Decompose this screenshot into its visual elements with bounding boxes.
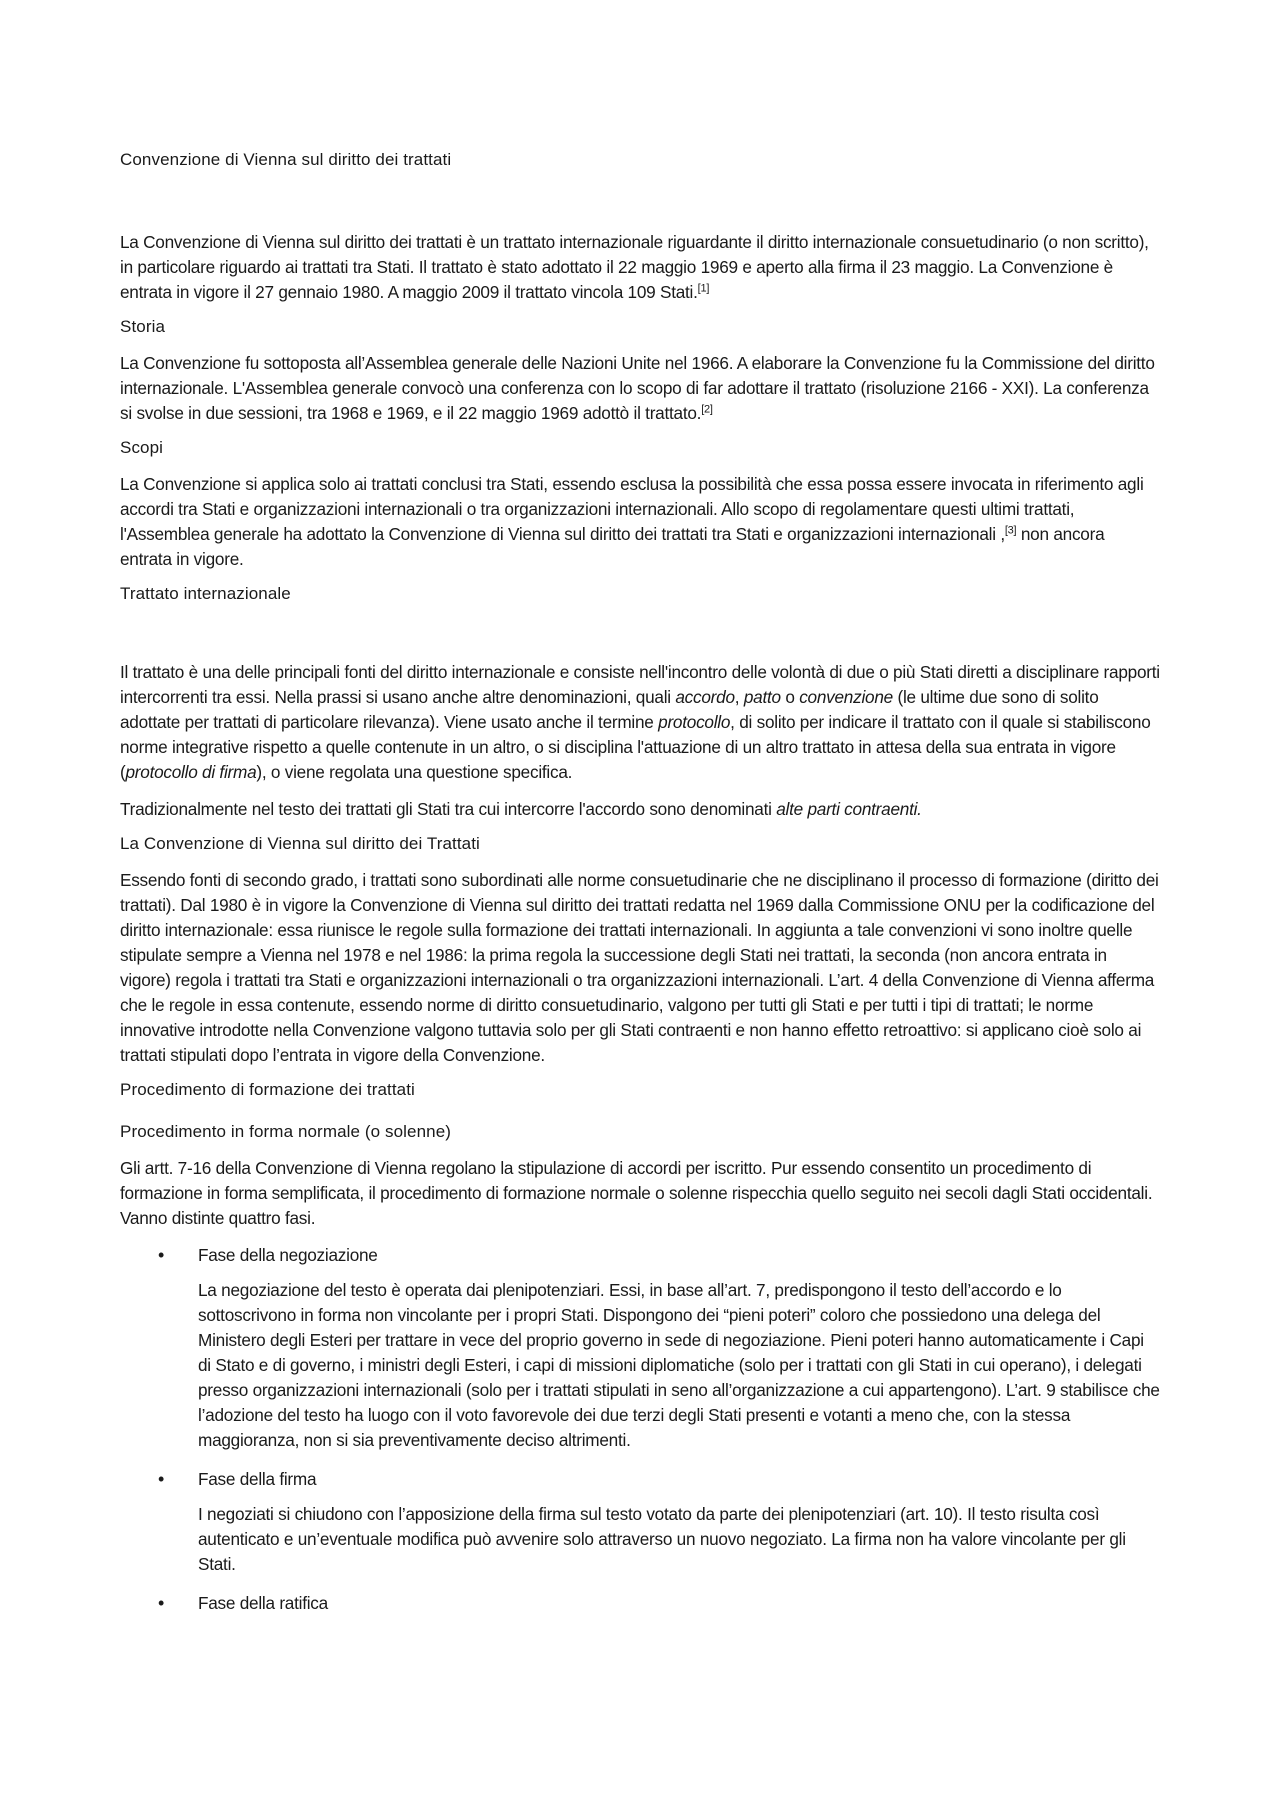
footnote-ref-3[interactable]: [3] <box>1004 524 1017 537</box>
procedimento-paragraph: Gli artt. 7-16 della Convenzione di Vienna regolano la stipulazione di accordi per iscritto. Pur essendo consentito un procedimento di formazione in forma semplificata, il procedimento di formazione normale o solenne rispecchia quello seguito nei secoli dagli Stati occidentali. Vanno distinte quattro fasi. <box>120 1158 1153 1228</box>
bullet-icon: • <box>158 1245 165 1265</box>
storia-paragraph <box>120 351 1160 426</box>
phase-text: La negoziazione del testo è operata dai plenipotenziari. Essi, in base all’art. 7, predispongono il testo dell’accordo e lo sottoscrivono in forma non vincolante per i propri Stati. Dispongono dei “pieni poteri” coloro che possiedono una delega del Ministero degli Esteri per trattare in vece del proprio governo in sede di negoziazione. Pieni poteri hanno automaticamente i Capi di Stato e di governo, i ministri degli Esteri, i capi di missioni diplomatiche (solo per i trattati con gli Stati in cui operano), i delegati presso organizzazioni internazionali (solo per i trattati stipulati in seno all’organizzazione a cui appartengono). L’art. 9 stabilisce che l’adozione del testo ha luogo con il voto favorevole dei due terzi degli Stati presenti e votanti a meno che, con la stessa maggioranza, non si sia preventivamente deciso altrimenti. <box>198 1280 1160 1450</box>
bullet-icon: • <box>158 1593 165 1613</box>
trattato-text-b: , <box>734 687 744 707</box>
section-heading-scopi: Scopi <box>120 438 164 457</box>
phase-label: Fase della negoziazione <box>198 1245 378 1265</box>
footnote-ref-1[interactable]: [1] <box>697 282 710 295</box>
intro-text: La Convenzione di Vienna sul diritto dei trattati è un trattato internazionale riguardante il diritto internazionale consuetudinario (o non scritto), in particolare riguardo ai trattati tra Stati. Il trattato è stato adottato il 22 maggio 1969 e aperto alla firma il 23 maggio. La Convenzione è entrata in vigore il 27 gennaio 1980. A maggio 2009 il trattato vincola 109 Stati. <box>120 232 1149 302</box>
term-alte-parti-contraenti: alte parti contraenti. <box>776 799 922 819</box>
scopi-text-end: non ancora entrata in vigore. <box>120 524 1105 569</box>
convenzione-paragraph: Essendo fonti di secondo grado, i trattati sono subordinati alle norme consuetudinarie che ne disciplinano il processo di formazione (diritto dei trattati). Dal 1980 è in vigore la Convenzione di Vienna sul diritto dei trattati redatta nel 1969 dalla Commissione ONU per la codificazione del diritto internazionale: essa riunisce le regole sulla formazione dei trattati internazionali. In aggiunta a tale convenzioni vi sono inoltre quelle stipulate sempre a Vienna nel 1978 e nel 1986: la prima regola la successione degli Stati nei trattati, la seconda (non ancora entrata in vigore) regola i trattati tra Stati e organizzazioni internazionali o tra organizzazioni internazionali. L’art. 4 della Convenzione di Vienna afferma che le regole in essa contenute, essendo norme di diritto consuetudinario, valgono per tutti gli Stati e per tutti i tipi di trattati; le norme innovative introdotte nella Convenzione valgono tuttavia solo per gli Stati contraenti e non hanno effetto retroattivo: si applicano cioè solo ai trattati stipulati dopo l’entrata in vigore della Convenzione. <box>120 870 1159 1065</box>
scopi-paragraph <box>120 472 1160 572</box>
trattato-text-a: Il trattato è una delle principali fonti del diritto internazionale e consiste nell'incontro delle volontà di due o più Stati diretti a disciplinare rapporti intercorrenti tra essi. Nella prassi si usano anche altre denominazioni, quali <box>120 662 1160 707</box>
list-item-ratifica <box>120 1591 1160 1616</box>
footnote-ref-2[interactable]: [2] <box>701 403 713 416</box>
phase-label: Fase della firma <box>198 1469 317 1489</box>
phase-text: I negoziati si chiudono con l’apposizione della firma sul testo votato da parte dei plenipotenziari (art. 10). Il testo risulta così autenticato e un’eventuale modifica può avvenire solo attraverso un nuovo negoziato. La firma non ha valore vincolante per gli Stati. <box>198 1504 1126 1574</box>
trattato-text-e: , di solito per indicare il trattato con il quale si stabiliscono norme integrative rispetto a quelle contenute in un altro, o si disciplina l'attuazione di un altro trattato in attesa della sua entrata in vigore ( <box>120 712 1151 782</box>
bullet-icon: • <box>158 1469 165 1489</box>
trattato-p2-text: Tradizionalmente nel testo dei trattati gli Stati tra cui intercorre l'accordo sono denominati <box>120 799 777 819</box>
trattato-paragraph-1 <box>120 660 1160 785</box>
term-patto: patto <box>743 687 781 707</box>
phases-list <box>120 1243 1160 1616</box>
section-heading-trattato: Trattato internazionale <box>120 584 291 603</box>
trattato-paragraph-2 <box>120 797 1160 822</box>
trattato-text-d: (le ultime due sono di solito adottate per trattati di particolare rilevanza). Viene usato anche il termine <box>120 687 1099 732</box>
list-item-negoziazione <box>120 1243 1160 1453</box>
list-item-firma <box>120 1467 1160 1577</box>
phase-label: Fase della ratifica <box>198 1593 328 1613</box>
section-heading-storia: Storia <box>120 317 166 336</box>
trattato-text-f: ), o viene regolata una questione specifica. <box>256 762 573 782</box>
storia-text: La Convenzione fu sottoposta all’Assemblea generale delle Nazioni Unite nel 1966. A elaborare la Convenzione fu la Commissione del diritto internazionale. L'Assemblea generale convocò una conferenza con lo scopo di far adottare il trattato (risoluzione 2166 - XXI). La conferenza si svolse in due sessioni, tra 1968 e 1969, e il 22 maggio 1969 adottò il trattato. <box>120 353 1155 423</box>
scopi-text: La Convenzione si applica solo ai trattati conclusi tra Stati, essendo esclusa la possibilità che essa possa essere invocata in riferimento agli accordi tra Stati e organizzazioni internazionali o tra organizzazioni internazionali. Allo scopo di regolamentare questi ultimi trattati, l'Assemblea generale ha adottato la Convenzione di Vienna sul diritto dei trattati tra Stati e organizzazioni internazionali , <box>120 474 1144 544</box>
term-convenzione: convenzione <box>799 687 893 707</box>
term-protocollo-di-firma: protocollo di firma <box>125 762 257 782</box>
document-page <box>120 150 1160 1630</box>
subsection-heading-forma-normale: Procedimento in forma normale (o solenne) <box>120 1122 452 1141</box>
intro-paragraph <box>120 230 1160 305</box>
section-heading-procedimento: Procedimento di formazione dei trattati <box>120 1080 415 1099</box>
trattato-text-c: o <box>780 687 800 707</box>
section-heading-convenzione: La Convenzione di Vienna sul diritto dei Trattati <box>120 834 480 853</box>
term-accordo: accordo <box>675 687 735 707</box>
document-title: Convenzione di Vienna sul diritto dei trattati <box>120 150 452 169</box>
term-protocollo: protocollo <box>658 712 731 732</box>
